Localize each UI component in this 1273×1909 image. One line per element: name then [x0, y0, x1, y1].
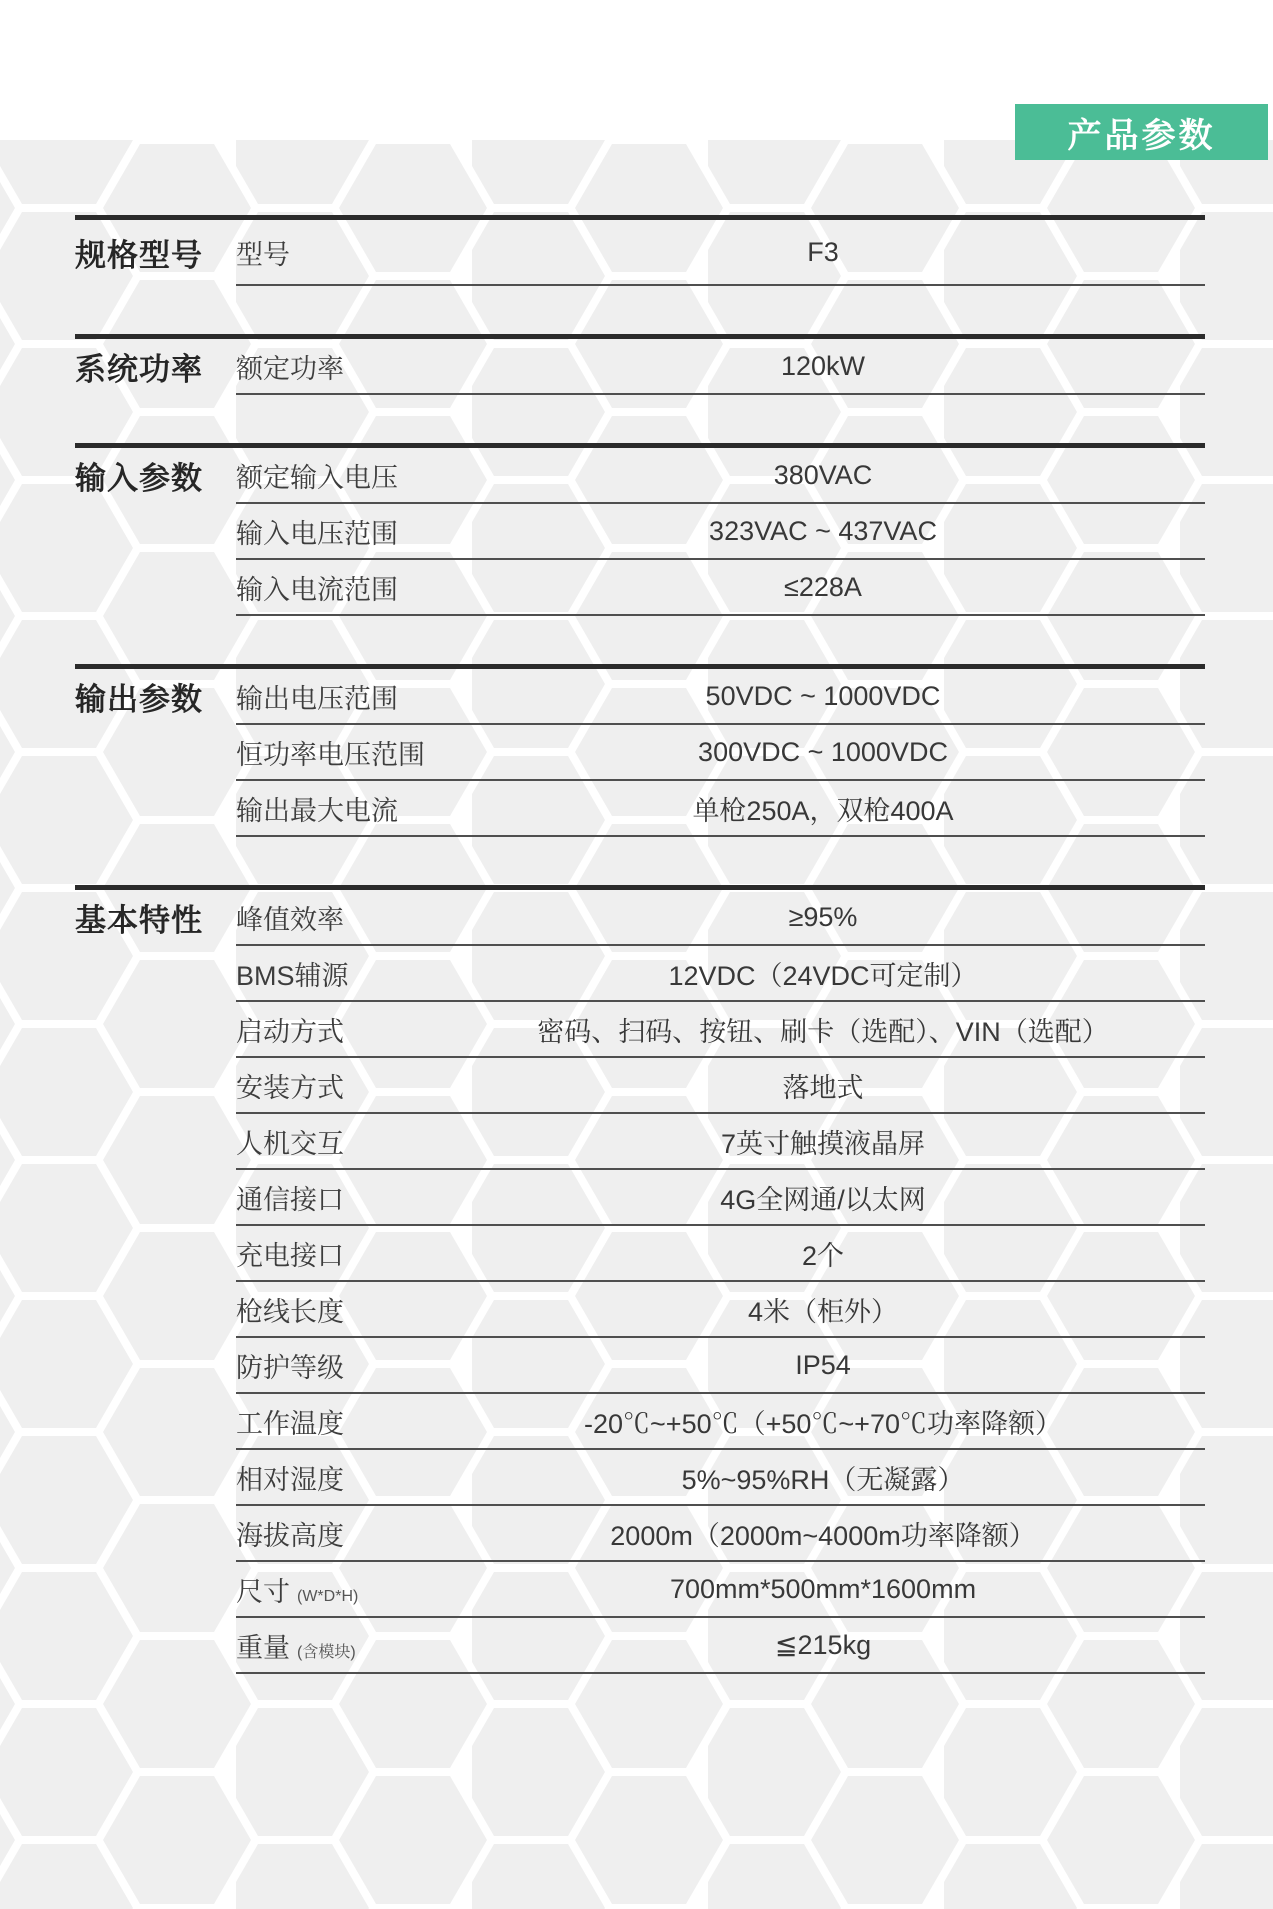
- spec-row: [236, 1618, 1205, 1674]
- spec-row: [236, 1338, 1205, 1394]
- row-value: -20℃~+50℃（+50℃~+70℃功率降额）: [584, 1408, 1062, 1439]
- row-label: 枪线长度: [236, 1296, 344, 1327]
- section-output-params: [75, 664, 1205, 837]
- spec-row: [236, 725, 1205, 781]
- row-label: 工作温度: [236, 1408, 344, 1439]
- section-title: 基本特性: [75, 902, 203, 938]
- spec-row: [236, 1114, 1205, 1170]
- spec-row: [236, 781, 1205, 837]
- section-system-power: [75, 334, 1205, 395]
- spec-row: [236, 560, 1205, 616]
- row-label: [236, 1626, 441, 1665]
- row-label-note: (含模块): [297, 1643, 356, 1661]
- section-title: 输出参数: [75, 681, 203, 717]
- row-value: 12VDC（24VDC可定制）: [668, 960, 978, 991]
- row-value: 50VDC ~ 1000VDC: [705, 680, 941, 711]
- spec-row: [236, 1002, 1205, 1058]
- section-title: 系统功率: [75, 351, 203, 387]
- row-label: 防护等级: [236, 1352, 344, 1383]
- spec-table: [75, 215, 1205, 1674]
- spec-row: [236, 1170, 1205, 1226]
- spec-row: [236, 946, 1205, 1002]
- spec-row: [236, 1394, 1205, 1450]
- row-value: ≥95%: [788, 901, 858, 932]
- row-label: 海拔高度: [236, 1520, 344, 1551]
- spec-row: [236, 1450, 1205, 1506]
- product-params-badge-label: 产品参数: [1067, 116, 1216, 155]
- row-label: BMS辅源: [236, 960, 349, 991]
- spec-row: [236, 1058, 1205, 1114]
- row-value: 323VAC ~ 437VAC: [709, 515, 937, 546]
- row-label-text: 重量: [236, 1632, 290, 1663]
- row-label: 输入电压范围: [236, 518, 398, 549]
- spec-row: [236, 1562, 1205, 1618]
- row-value: F3: [807, 236, 839, 267]
- row-value: ≤228A: [784, 571, 862, 602]
- row-value: 4米（柜外）: [747, 1296, 899, 1327]
- spec-row: [236, 669, 1205, 725]
- row-value: ≦215kg: [774, 1629, 872, 1660]
- row-label: 通信接口: [236, 1184, 344, 1215]
- row-value: 落地式: [782, 1072, 864, 1103]
- row-value: 4G全网通/以太网: [720, 1184, 926, 1215]
- row-label: 输出最大电流: [236, 795, 398, 826]
- section-title: 规格型号: [75, 237, 203, 273]
- spec-row: [236, 504, 1205, 560]
- spec-row: [236, 220, 1205, 286]
- row-label: 型号: [236, 239, 290, 270]
- row-value: 5%~95%RH（无凝露）: [681, 1464, 965, 1495]
- spec-row: [236, 1226, 1205, 1282]
- row-label: 安装方式: [236, 1072, 344, 1103]
- row-label: 额定输入电压: [236, 462, 398, 493]
- row-value: IP54: [795, 1349, 851, 1380]
- row-label: 恒功率电压范围: [236, 739, 425, 770]
- row-value: 2000m（2000m~4000m功率降额）: [610, 1520, 1036, 1551]
- row-label-text: 尺寸: [236, 1576, 290, 1607]
- row-label: 相对湿度: [236, 1464, 344, 1495]
- row-value: 380VAC: [773, 459, 873, 490]
- section-basic-features: [75, 885, 1205, 1674]
- spec-row: [236, 890, 1205, 946]
- product-params-badge: [1015, 104, 1268, 160]
- row-value: 120kW: [780, 350, 866, 381]
- row-label: 人机交互: [236, 1128, 344, 1159]
- section-spec-model: [75, 215, 1205, 286]
- section-title: 输入参数: [75, 460, 203, 496]
- row-value: 300VDC ~ 1000VDC: [698, 736, 948, 767]
- spec-row: [236, 1506, 1205, 1562]
- row-label: 输出电压范围: [236, 683, 398, 714]
- row-value: 单枪250A，双枪400A: [692, 795, 954, 826]
- row-value: 密码、扫码、按钮、刷卡（选配）、VIN（选配）: [537, 1016, 1109, 1047]
- row-label-note: (W*D*H): [297, 1587, 359, 1605]
- row-label: 充电接口: [236, 1240, 344, 1271]
- row-label: 峰值效率: [236, 904, 344, 935]
- row-label: 输入电流范围: [236, 574, 398, 605]
- row-value: 7英寸触摸液晶屏: [720, 1128, 926, 1159]
- spec-row: [236, 448, 1205, 504]
- row-label: 额定功率: [236, 353, 344, 384]
- row-label: 启动方式: [236, 1016, 344, 1047]
- row-value: 2个: [801, 1240, 845, 1271]
- spec-row: [236, 339, 1205, 395]
- section-input-params: [75, 443, 1205, 616]
- spec-row: [236, 1282, 1205, 1338]
- row-label: [236, 1570, 441, 1609]
- row-value: 700mm*500mm*1600mm: [669, 1573, 977, 1604]
